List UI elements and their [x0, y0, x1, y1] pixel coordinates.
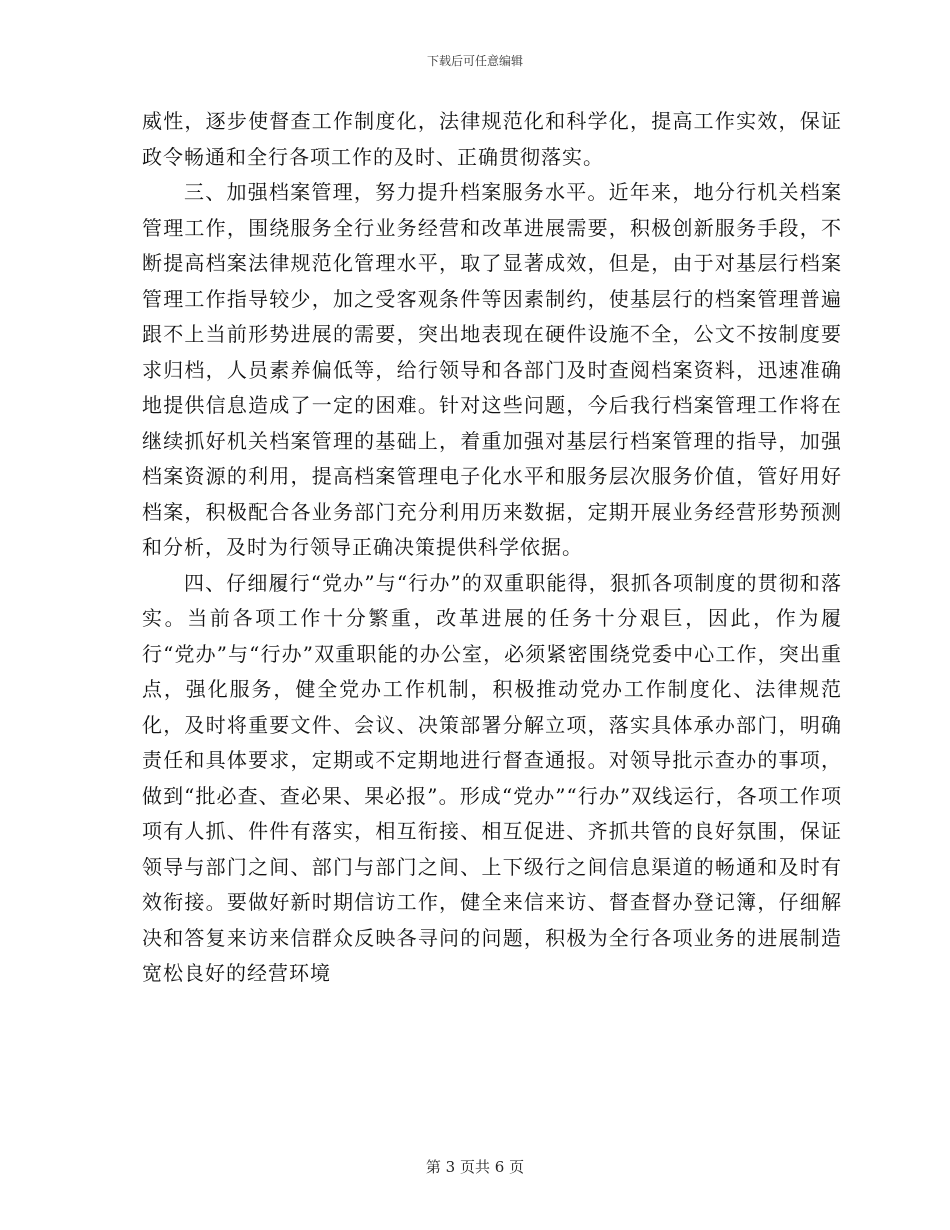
paragraph-archive-management: 三、加强档案管理，努力提升档案服务水平。近年来，地分行机关档案管理工作，围绕服务全行业务经营和改革进展需要，积极创新服务手段，不断提高档案法律规范化管理水平，取了显著成效，但是，由于对基层行档案管理工作指导较少，加之受客观条件等因素制约，使基层行的档案管理普遍跟不上当前形势进展的需要，突出地表现在硬件设施不全，公文不按制度要求归档，人员素养偏低等，给行领导和各部门及时查阅档案资料，迅速准确地提供信息造成了一定的困难。针对这些问题，今后我行档案管理工作将在继续抓好机关档案管理的基础上，着重加强对基层行档案管理的指导，加强档案资源的利用，提高档案管理电子化水平和服务层次服务价值，管好用好档案，积极配合各业务部门充分利用历来数据，定期开展业务经营形势预测和分析，及时为行领导正确决策提供科学依据。: [142, 180, 842, 559]
page-header: 下载后可任意编辑: [426, 54, 523, 68]
page-footer: 第 3 页共 6 页: [425, 1158, 525, 1176]
paragraph-dual-duties: 四、仔细履行“党办”与“行办”的双重职能得，狠抓各项制度的贯彻和落实。当前各项工作十分繁重，改革进展的任务十分艰巨，因此，作为履行“党办”与“行办”双重职能的办公室，必须紧密围绕党委中心工作，突出重点，强化服务，健全党办工作机制，积极推动党办工作制度化、法律规范化，及时将重要文件、会议、决策部署分解立项，落实具体承办部门，明确责任和具体要求，定期或不定期地进行督查通报。对领导批示查办的事项，做到“批必查、查必果、果必报”。形成“党办”“行办”双线运行，各项工作项项有人抓、件件有落实，相互衔接、相互促进、齐抓共管的良好氛围，保证领导与部门之间、部门与部门之间、上下级行之间信息渠道的畅通和及时有效衔接。要做好新时期信访工作，健全来信来访、督查督办登记簿，仔细解决和答复来访来信群众反映各寻问的问题，积极为全行各项业务的进展制造宽松良好的经营环境: [142, 570, 842, 985]
paragraph-continuation: 威性，逐步使督查工作制度化，法律规范化和科学化，提高工作实效，保证政令畅通和全行各项工作的及时、正确贯彻落实。: [142, 109, 842, 169]
document-body: [142, 104, 842, 992]
